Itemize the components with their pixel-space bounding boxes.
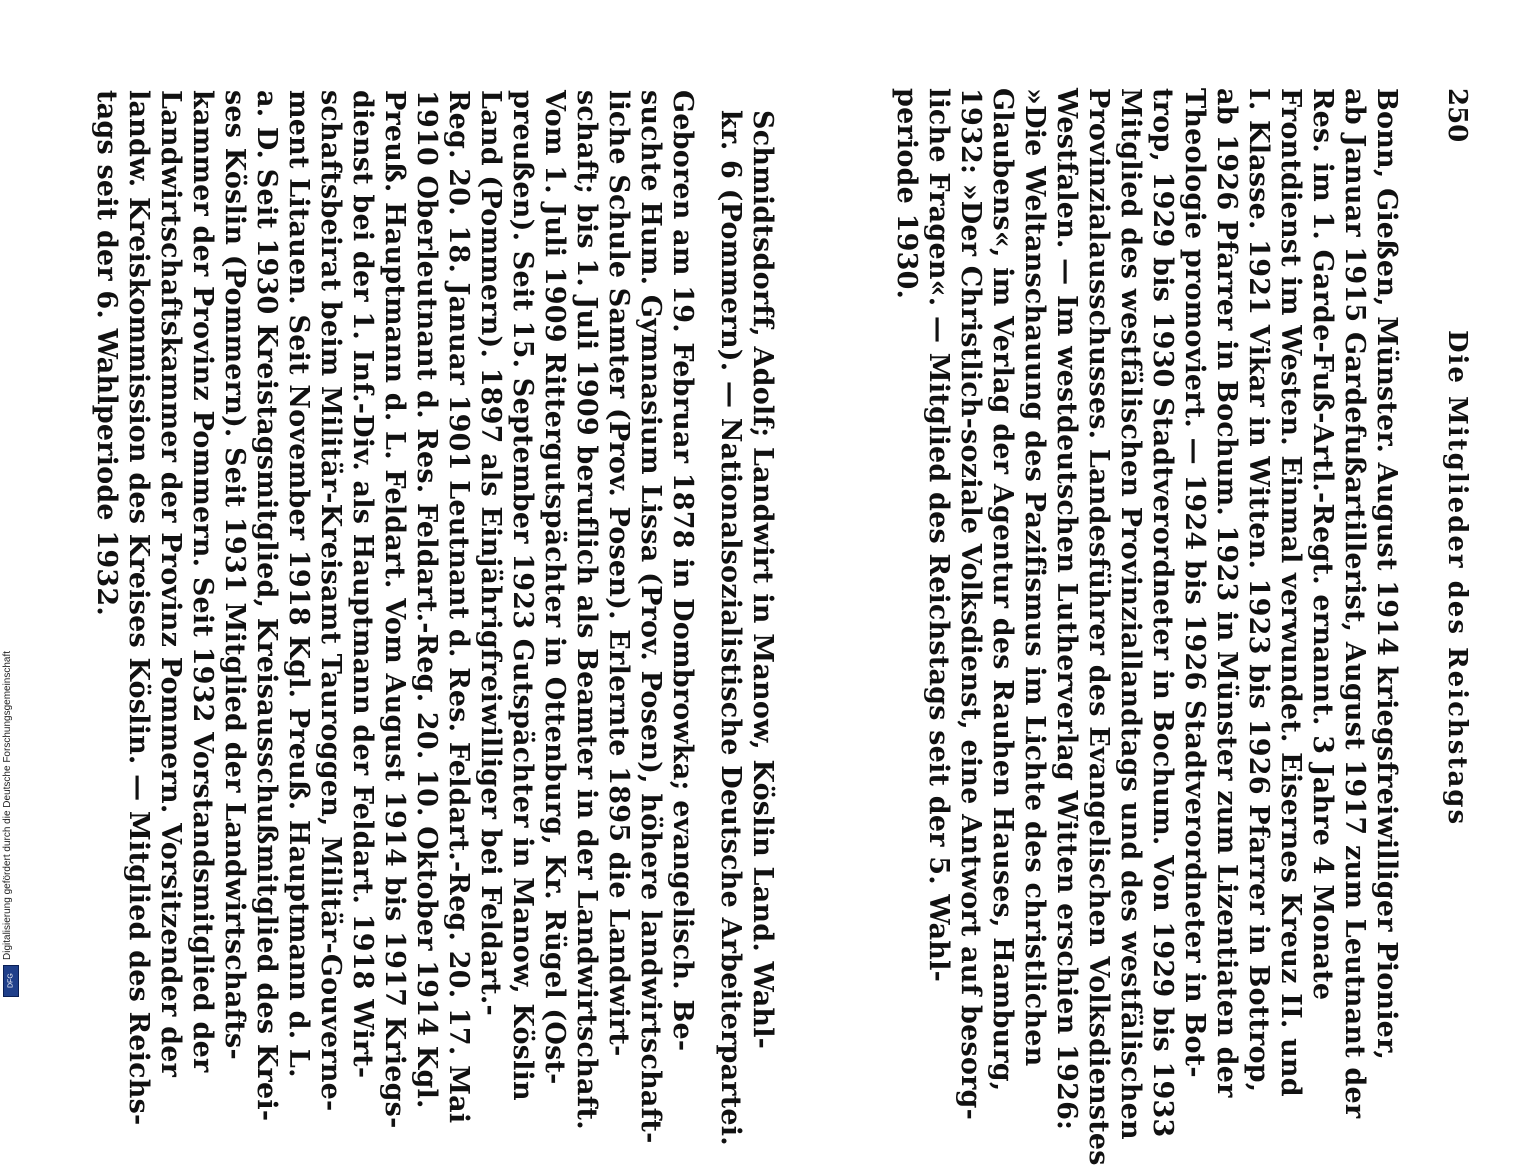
- entry-heading-line: Schmidtsdorff, Adolf; Landwirt in Manow, Köslin Land. Wahl-: [747, 110, 778, 1050]
- text-line: I. Klasse. 1921 Vikar in Witten. 1923 bis 1926 Pfarrer in Bottrop,: [1243, 88, 1274, 1093]
- text-line: dienst bei der 1. Inf.-Div. als Hauptmann der Feldart. 1918 Wirt-: [347, 90, 378, 1079]
- text-line: Preuß. Hauptmann d. L. Feldart. Vom August 1914 bis 1917 Kriegs-: [379, 90, 410, 1129]
- text-line: kammer der Provinz Pommern. Seit 1932 Vorstandsmitglied der: [187, 90, 218, 1073]
- text-line: Vom 1. Juli 1909 Rittergutspächter in Ottenburg, Kr. Rügel (Ost-: [539, 90, 570, 1085]
- text-line: 1910 Oberleutnant d. Res. Feldart.-Reg. 20. 10. Oktober 1914 Kgl.: [411, 90, 442, 1109]
- text-line: »Die Weltanschauung des Pazifismus im Lichte des christlichen: [1019, 88, 1050, 1067]
- text-line: Frontdienst im Westen. Einmal verwundet. Eisernes Kreuz II. und: [1275, 88, 1306, 1097]
- text-line: Reg. 20. 18. Januar 1901 Leutnant d. Res. Feldart.-Reg. 20. 17. Mai: [443, 90, 474, 1124]
- text-line: Theologie promoviert. — 1924 bis 1926 Stadtverordneter in Bot-: [1179, 88, 1210, 1078]
- text-line: schaftsbeirat beim Militär-Kreisamt Tauroggen, Militär-Gouverne-: [315, 90, 346, 1112]
- text-line: ment Litauen. Seit November 1918 Kgl. Preuß. Hauptmann d. L.: [283, 90, 314, 1078]
- text-line: schaft; bis 1. Juli 1909 beruflich als Beamter in der Landwirtschaft.: [571, 90, 602, 1130]
- text-line: 1932: »Der Christlich-soziale Volksdienst, eine Antwort auf besorg-: [955, 88, 986, 1121]
- text-line: Bonn, Gießen, Münster. August 1914 kriegsfreiwilliger Pionier,: [1371, 88, 1402, 1061]
- text-line: Provinzialausschusses. Landesführer des Evangelischen Volksdienstes: [1083, 88, 1114, 1166]
- text-line: liche Fragen«. — Mitglied des Reichstags seit der 5. Wahl-: [923, 88, 954, 982]
- text-line: ses Köslin (Pommern). Seit 1931 Mitglied der Landwirtschafts-: [219, 90, 250, 1060]
- scanned-page: [91, 80, 1500, 1166]
- text-line: ab Januar 1915 Gardefußartillerist, August 1917 zum Leutnant der: [1339, 88, 1370, 1119]
- text-line: Res. im 1. Garde-Fuß-Artl.-Regt. ernannt. 3 Jahre 4 Monate: [1307, 88, 1338, 1001]
- text-line: kr. 6 (Pommern). — Nationalsozialistische Deutsche Arbeiterpartei.: [715, 110, 746, 1146]
- text-line: tags seit der 6. Wahlperiode 1932.: [91, 90, 122, 616]
- text-line: ab 1926 Pfarrer in Bochum. 1923 in Münster zum Lizentiaten der: [1211, 88, 1242, 1098]
- text-line: trop, 1929 bis 1930 Stadtverordneter in Bochum. Von 1929 bis 1933: [1147, 88, 1178, 1138]
- text-line: Land (Pommern). 1897 als Einjährigfreiwilliger bei Feldart.-: [475, 90, 506, 1016]
- text-line: suchte Hum. Gymnasium Lissa (Prov. Posen), höhere landwirtschaft-: [635, 90, 666, 1144]
- text-line: Mitglied des westfälischen Provinziallandtags und des westfälischen: [1115, 88, 1146, 1140]
- page-number: 250: [1442, 88, 1472, 143]
- text-line: preußen). Seit 15. September 1923 Gutspächter in Manow, Köslin: [507, 90, 538, 1101]
- text-line: a. D. Seit 1930 Kreistagsmitglied, Kreisausschußmitglied des Krei-: [251, 90, 282, 1122]
- text-line: Landwirtschaftskammer der Provinz Pommern. Vorsitzender der: [155, 90, 186, 1078]
- running-title: Die Mitglieder des Reichstags: [1442, 330, 1472, 827]
- text-line: periode 1930.: [891, 88, 922, 300]
- digitization-note: Digitalisierung gefördert durch die Deutsche Forschungsgemeinschaft: [2, 650, 13, 960]
- text-line: liche Schule Samter (Prov. Posen). Erlernte 1895 die Landwirt-: [603, 90, 634, 1057]
- text-line: Glaubens«, im Verlag der Agentur des Rauhen Hauses, Hamburg,: [987, 88, 1018, 1092]
- text-line: Geboren am 19. Februar 1878 in Dombrowka; evangelisch. Be-: [667, 90, 698, 1052]
- text-line: landw. Kreiskommission des Kreises Köslin. — Mitglied des Reichs-: [123, 90, 154, 1126]
- text-line: Westfalen. — Im westdeutschen Lutherverlag Witten erschien 1926:: [1051, 88, 1082, 1131]
- dfg-logo: DFG: [3, 965, 19, 997]
